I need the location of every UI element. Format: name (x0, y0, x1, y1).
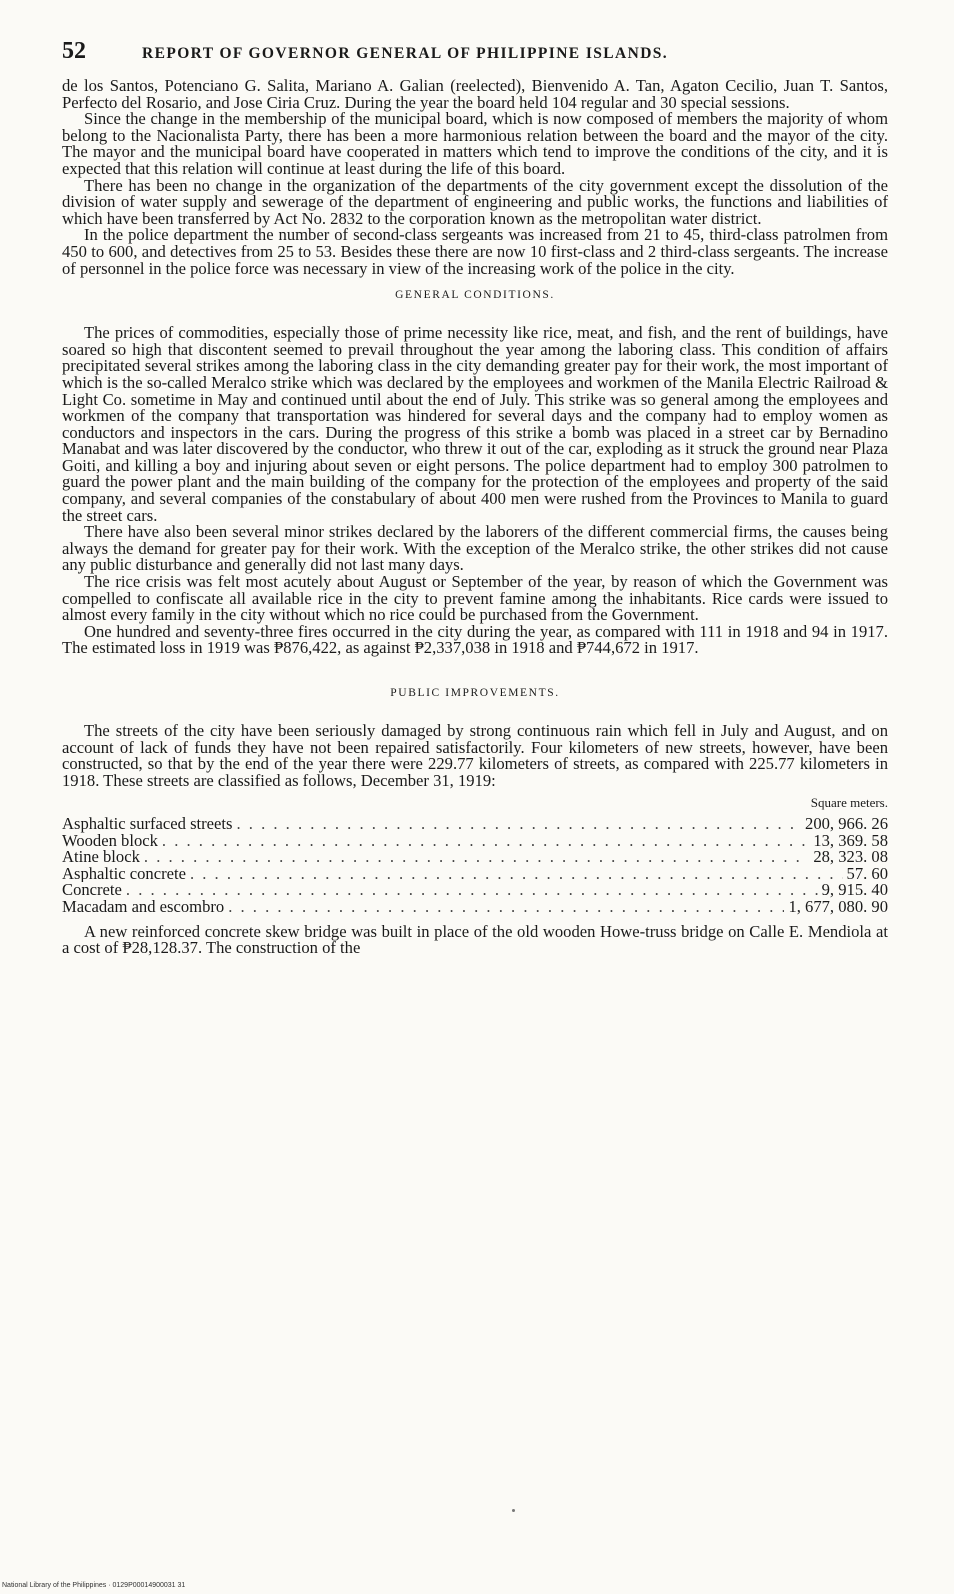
table-row (62, 833, 888, 850)
scan-speck (512, 1509, 515, 1512)
row-label: Asphaltic concrete (62, 865, 186, 883)
dot-leader (236, 816, 801, 833)
row-label: Wooden block (62, 832, 158, 850)
dot-leader (126, 882, 818, 899)
row-value: 57. 60 (846, 865, 888, 883)
table-row (62, 899, 888, 916)
row-value: 28, 323. 08 (813, 849, 888, 866)
row-value: 1, 677, 080. 90 (788, 898, 888, 916)
paragraph: Since the change in the membership of the municipal board, which is now composed of members the majority of whom belong to the Nacionalista Party, there has been a more harmonious relation between the board and the mayor of the city. The mayor and the municipal board have cooperated in matters which tend to improve the conditions of the city, and it is expected that this relation will continue at least during the life of this board. (62, 109, 888, 178)
section-heading-general-conditions: GENERAL CONDITIONS. (395, 289, 555, 302)
dot-leader (228, 899, 784, 916)
paragraph: In the police department the number of second-class sergeants was increased from 21 to 45, third-class patrolmen from 450 to 600, and detectives from 25 to 53. Besides these there are now 10 first-class and 2 third-class sergeants. The increase of personnel in the police force was necessary in view of the increasing work of the police in the city. (62, 225, 888, 278)
dot-leader (190, 866, 843, 883)
public-improvements-text (62, 723, 888, 789)
paragraph: One hundred and seventy-three fires occurred in the city during the year, as compared with 111 in 1918 and 94 in 1917. The estimated loss in 1919 was ₱876,422, as against ₱2,337,038 in 1918 and ₱744,672 in 1917. (62, 621, 888, 658)
paragraph: The prices of commodities, especially those of prime necessity like rice, meat, and fish, and the rent of buildings, have soared so high that discontent seemed to prevail throughout the year among the laboring class. This condition of affairs precipitated several strikes among the laboring class in the city demanding greater pay for their work, the most important of which is the so-called Meralco strike which was declared by the employees and workmen of the Manila Electric Railroad & Light Co. sometime in May and continued until about the end of July. This strike was so general among the employees and workmen of the company that transportation was hindered for several days and the company had to employ women as conductors and inspectors in the cars. During the progress of this strike a bomb was placed in a street car by Bernadino Manabat and was later discovered by the conductor, who threw it out of the car, exploding as it struck the ground near Plaza Goiti, and killing a boy and injuring about seven or eight persons. The police department had to employ 300 patrolmen to guard the power plant and the main building of the company for the protection of the employees and property of the said company, and several companies of the constabulary of about 400 men were rushed from the Provinces to Manila to guard the street cars. (62, 323, 888, 525)
row-label: Asphaltic surfaced streets (62, 815, 233, 833)
paragraph: A new reinforced concrete skew bridge was built in place of the old wooden Howe-truss bridge on Calle E. Mendiola at a cost of ₱28,128.37. The construction of the (62, 921, 888, 958)
table-row (62, 882, 888, 899)
paragraph: There has been no change in the organization of the departments of the city government except the dissolution of the division of water supply and sewerage of the department of engineering and public works, the functions and liabilities of which have been transferred by Act No. 2832 to the corporation known as the metropolitan water district. (62, 175, 888, 228)
general-conditions-text (62, 325, 888, 657)
row-label: Atine block (62, 849, 140, 866)
page-header (62, 38, 888, 78)
paragraph: There have also been several minor strikes declared by the laborers of the different commercial firms, the causes being always the demand for greater pay for their work. With the exception of the Meralco strike, the other strikes did not cause any public disturbance and generally did not last many days. (62, 522, 888, 575)
dot-leader (162, 833, 809, 850)
row-value: 13, 369. 58 (813, 832, 888, 850)
closing-text (62, 921, 888, 958)
row-label: Macadam and escombro (62, 898, 225, 916)
paragraph: de los Santos, Potenciano G. Salita, Mariano A. Galian (reelected), Bienvenido A. Tan, Agaton Cecilio, Juan T. Santos, Perfecto del Rosario, and Jose Ciria Cruz. During the year the board held 104 regular and 30 special sessions. (62, 76, 888, 112)
dot-leader (144, 849, 809, 866)
table-unit-header: Square meters. (810, 795, 888, 811)
section-heading-public-improvements: PUBLIC IMPROVEMENTS. (390, 687, 560, 699)
streets-table (62, 795, 888, 915)
row-label: Concrete (62, 882, 122, 899)
page-number: 52 (62, 38, 86, 64)
table-row (62, 849, 888, 866)
table-row (62, 866, 888, 883)
scan-footer: National Library of the Philippines · 0129P00014900031 31 (2, 1582, 186, 1589)
row-value: 9, 915. 40 (821, 882, 888, 899)
document-page (62, 38, 888, 957)
row-value: 200, 966. 26 (805, 815, 888, 833)
paragraph: The rice crisis was felt most acutely about August or September of the year, by reason of which the Government was compelled to confiscate all available rice in the city to prevent famine among the inhabitants. Rice cards were issued to almost every family in the city without which no rice could be purchased from the Government. (62, 572, 888, 625)
intro-text (62, 78, 888, 277)
table-row (62, 816, 888, 833)
running-head: REPORT OF GOVERNOR GENERAL OF PHILIPPINE ISLANDS. (142, 45, 669, 62)
paragraph: The streets of the city have been seriously damaged by strong continuous rain which fell in July and August, and on account of lack of funds they have not been repaired satisfactorily. Four kilometers of new streets, however, have been constructed, so that by the end of the year there were 229.77 kilometers of streets, as compared with 225.77 kilometers in 1918. These streets are classified as follows, December 31, 1919: (62, 721, 888, 790)
